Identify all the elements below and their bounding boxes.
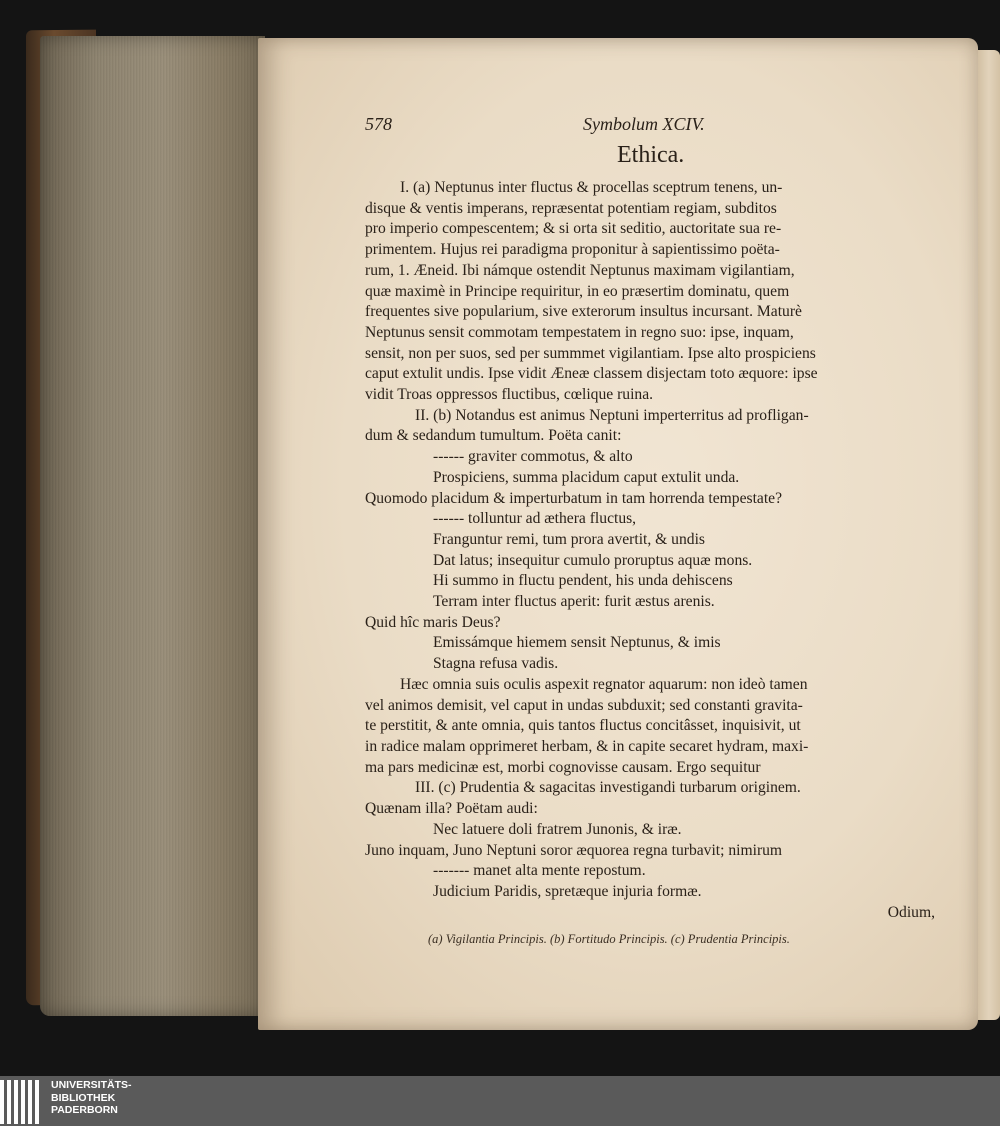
text-line: ma pars medicinæ est, morbi cognovisse causam. Ergo sequitur xyxy=(365,758,761,776)
section-title: Ethica. xyxy=(617,142,685,168)
logo-line-2: BIBLIOTHEK xyxy=(51,1091,116,1104)
running-head: Symbolum XCIV. xyxy=(583,114,705,134)
text-line: Neptunus sensit commotam tempestatem in regno suo: ipse, inquam, xyxy=(365,323,794,341)
text-line: vidit Troas oppressos fluctibus, cœlique ruina. xyxy=(365,386,654,404)
text-line: Judicium Paridis, spretæque injuria formæ. xyxy=(433,882,702,900)
text-line: Terram inter fluctus aperit: furit æstus arenis. xyxy=(433,593,715,611)
text-line: in radice malam opprimeret herbam, & in capite secaret hydram, maxi- xyxy=(365,737,809,755)
text-line: III. (c) Prudentia & sagacitas investigandi turbarum originem. xyxy=(415,779,801,797)
text-line: I. (a) Neptunus inter fluctus & procellas sceptrum tenens, un- xyxy=(400,179,783,196)
page-edges xyxy=(40,36,265,1016)
text-line: rum, 1. Æneid. Ibi námque ostendit Neptunus maximam vigilantiam, xyxy=(365,261,795,279)
text-line: quæ maximè in Principe requiritur, in eo præsertim dominatu, quem xyxy=(365,282,790,300)
page-text xyxy=(365,110,945,923)
page-number: 578 xyxy=(365,114,392,134)
text-line: dum & sedandum tumultum. Poëta canit: xyxy=(365,427,622,445)
text-line: ------ graviter commotus, & alto xyxy=(433,448,633,466)
library-logo-text xyxy=(51,1079,132,1117)
text-line: Quomodo placidum & imperturbatum in tam horrenda tempestate? xyxy=(365,489,783,507)
text-line: sensit, non per suos, sed per summmet vigilantiam. Ipse alto prospiciens xyxy=(365,344,816,362)
text-line: caput extulit undis. Ipse vidit Æneæ classem disjectam toto æquore: ipse xyxy=(365,365,818,383)
library-footer xyxy=(0,1076,1000,1126)
text-line: Juno inquam, Juno Neptuni soror æquorea regna turbavit; nimirum xyxy=(365,841,783,859)
text-line: Odium, xyxy=(887,903,935,921)
text-line: ------ tolluntur ad æthera fluctus, xyxy=(433,510,637,528)
text-line: Emissámque hiemem sensit Neptunus, & imis xyxy=(433,634,721,652)
page-header xyxy=(365,110,945,140)
text-line: te perstitit, & ante omnia, quis tantos fluctus concitâsset, inquisivit, ut xyxy=(365,717,801,735)
logo-line-3: PADERBORN xyxy=(51,1104,118,1116)
text-line: Prospiciens, summa placidum caput extulit unda. xyxy=(433,468,740,486)
text-line: Hi summo in fluctu pendent, his unda dehiscens xyxy=(433,572,733,590)
text-line: frequentes sive popularium, sive exterorum insultus incursant. Maturè xyxy=(365,303,802,321)
text-line: Hæc omnia suis oculis aspexit regnator aquarum: non ideò tamen xyxy=(400,675,808,693)
text-line: disque & ventis imperans, repræsentat potentiam regiam, subditos xyxy=(365,199,777,217)
logo-line-1: UNIVERSITÄTS- xyxy=(51,1079,132,1091)
text-line: vel animos demisit, vel caput in undas subduxit; sed constanti gravita- xyxy=(365,696,803,714)
text-line: II. (b) Notandus est animus Neptuni imperterritus ad profligan- xyxy=(415,406,809,424)
text-line: Quænam illa? Poëtam audi: xyxy=(365,800,538,818)
footnotes: (a) Vigilantia Principis. (b) Fortitudo Principis. (c) Prudentia Principis. xyxy=(428,932,790,946)
text-line: Quid hîc maris Deus? xyxy=(365,613,501,631)
text-line: Stagna refusa vadis. xyxy=(433,655,559,673)
body-lines xyxy=(365,178,945,923)
text-line: Nec latuere doli fratrem Junonis, & iræ. xyxy=(433,820,682,838)
text-line: ------- manet alta mente repostum. xyxy=(433,862,646,880)
library-logo-icon xyxy=(0,1080,46,1124)
text-line: pro imperio compescentem; & si orta sit seditio, auctoritate sua re- xyxy=(365,220,782,238)
text-line: Franguntur remi, tum prora avertit, & undis xyxy=(433,530,705,548)
text-line: primentem. Hujus rei paradigma proponitur à sapientissimo poëta- xyxy=(365,241,780,259)
text-line: Dat latus; insequitur cumulo proruptus aquæ mons. xyxy=(433,551,753,569)
